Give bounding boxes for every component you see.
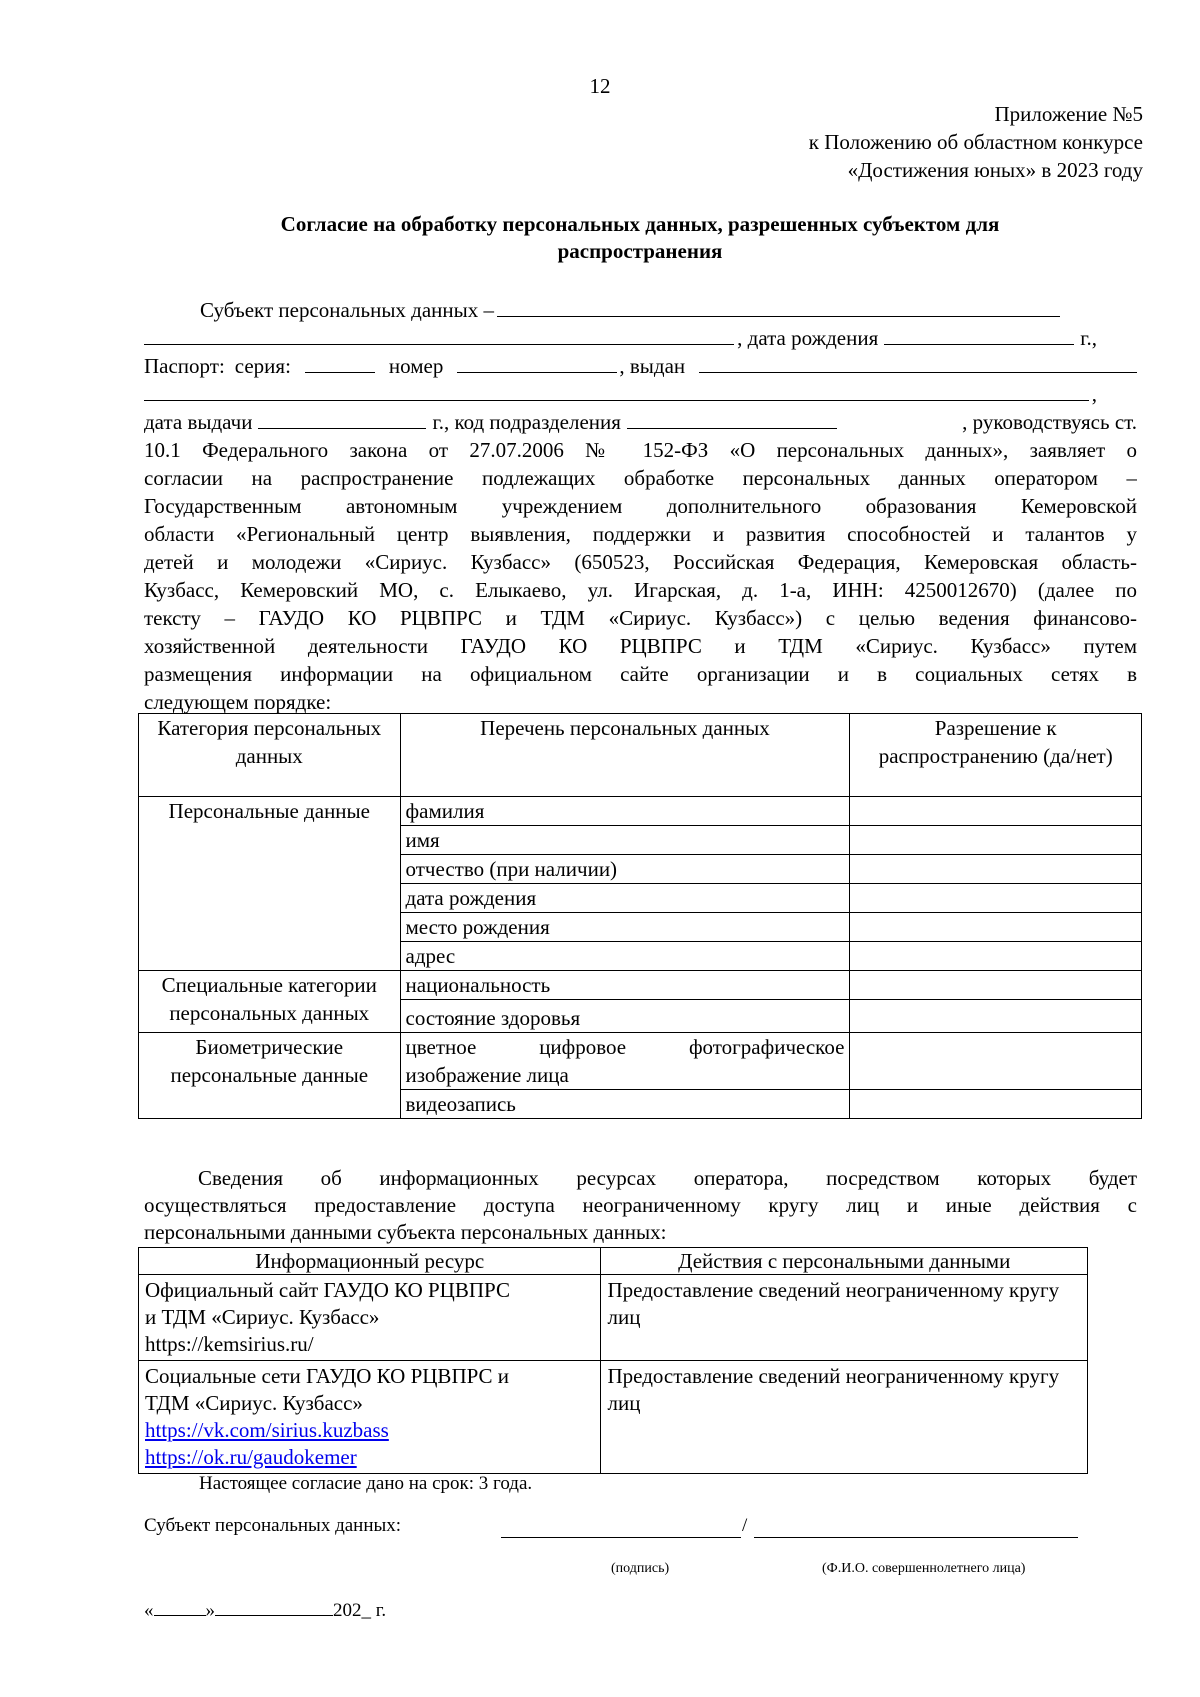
permission-cell[interactable]: [850, 884, 1142, 913]
appendix-header: [809, 100, 1143, 184]
date-open-quote: «: [144, 1600, 154, 1621]
permission-cell[interactable]: [850, 855, 1142, 884]
consent-term: Настоящее согласие дано на срок: 3 года.: [199, 1473, 533, 1494]
data-item-cell: адрес: [400, 942, 850, 971]
full-name-caption: (Ф.И.О. совершеннолетнего лица): [822, 1561, 1026, 1576]
header-resource: Информационный ресурс: [139, 1248, 601, 1275]
division-code-field[interactable]: [627, 408, 837, 429]
paragraph-line: персональными данными субъекта персональных данных:: [144, 1220, 667, 1244]
category-cell: Специальные категории персональных данных: [139, 971, 401, 1033]
data-item-cell: видеозапись: [400, 1090, 850, 1119]
data-item-cell: фамилия: [400, 797, 850, 826]
vk-link[interactable]: https://vk.com/sirius.kuzbass: [145, 1418, 389, 1442]
issued-by-line: [144, 380, 1097, 408]
permission-cell[interactable]: [850, 797, 1142, 826]
permission-cell[interactable]: [850, 826, 1142, 855]
resources-paragraph: [144, 1165, 1137, 1246]
document-title: [143, 211, 1137, 265]
category-cell: Персональные данные: [139, 797, 401, 971]
resource-line: Официальный сайт ГАУДО КО РЦВПРС: [145, 1278, 510, 1302]
number-field[interactable]: [457, 352, 617, 373]
issue-date-field[interactable]: [258, 408, 426, 429]
intro-text-line: детей и молодежи «Сириус. Кузбасс» (650523, Российская Федерация, Кемеровская область-: [144, 550, 1137, 574]
resource-cell: [139, 1275, 601, 1361]
date-line: [144, 1597, 386, 1622]
resource-url: https://kemsirius.ru/: [145, 1332, 314, 1356]
action-cell: Предоставление сведений неограниченному кругу лиц: [601, 1275, 1088, 1361]
header-actions: Действия с персональными данными: [601, 1248, 1088, 1275]
signature-caption: (подпись): [611, 1561, 670, 1576]
table-row: [139, 797, 1142, 826]
appendix-line-1: Приложение №5: [994, 102, 1143, 126]
action-cell: Предоставление сведений неограниченному кругу лиц: [601, 1361, 1088, 1474]
ok-link[interactable]: https://ok.ru/gaudokemer: [145, 1445, 357, 1469]
intro-text-line: 10.1 Федерального закона от 27.07.2006 № 152-ФЗ «О персональных данных», заявляет о: [144, 438, 1137, 462]
data-item-cell: отчество (при наличии): [400, 855, 850, 884]
header-category: Категория персональных данных: [139, 714, 401, 797]
passport-label: Паспорт:: [144, 354, 225, 378]
paragraph-line: осуществляться предоставление доступа неограниченному кругу лиц и иные действия с: [144, 1193, 1137, 1217]
table-row: [139, 1033, 1142, 1090]
month-field[interactable]: [215, 1597, 333, 1616]
date-year: 202_ г.: [333, 1600, 387, 1621]
subject-label: Субъект персональных данных –: [200, 298, 495, 322]
page-number: 12: [589, 74, 611, 98]
birth-year-suffix: г.,: [1080, 326, 1097, 350]
data-item-cell: национальность: [400, 971, 850, 1000]
data-item-cell: дата рождения: [400, 884, 850, 913]
code-label: г., код подразделения: [432, 410, 621, 434]
passport-line: [144, 352, 1137, 380]
table-row: [139, 971, 1142, 1000]
title-line-1: Согласие на обработку персональных данных, разрешенных субъектом для: [280, 212, 1000, 236]
birth-label: , дата рождения: [737, 326, 879, 350]
issued-label: , выдан: [619, 354, 686, 378]
permission-cell[interactable]: [850, 971, 1142, 1000]
issued-by-field-cont[interactable]: [144, 380, 1089, 401]
data-item-cell: цветное цифровое фотографическое изображение лица: [400, 1033, 850, 1090]
resource-cell: [139, 1361, 601, 1474]
intro-text-line: следующем порядке:: [144, 690, 332, 714]
intro-block: [144, 296, 1137, 716]
series-field[interactable]: [305, 352, 375, 373]
permission-cell[interactable]: [850, 942, 1142, 971]
guided-label: , руководствуясь ст.: [962, 410, 1137, 434]
issued-by-field[interactable]: [699, 352, 1137, 373]
permission-cell[interactable]: [850, 1033, 1142, 1090]
table-header-row: [139, 714, 1142, 797]
resource-line: ТДМ «Сириус. Кузбасс»: [145, 1391, 363, 1415]
intro-text-line: Государственным автономным учреждением дополнительного образования Кемеровской: [144, 494, 1137, 518]
signature-field[interactable]: [501, 1537, 741, 1538]
issue-date-label: дата выдачи: [144, 410, 253, 434]
subject-line: [144, 296, 1063, 324]
birth-line: [144, 324, 1097, 352]
permission-cell[interactable]: [850, 913, 1142, 942]
full-name-field[interactable]: [754, 1537, 1078, 1538]
table-row: [139, 1361, 1088, 1474]
table-header-row: [139, 1248, 1088, 1275]
intro-text-line: тексту – ГАУДО КО РЦВПРС и ТДМ «Сириус. Кузбасс») с целью ведения финансово-: [144, 606, 1137, 630]
header-permission: Разрешение к распространению (да/нет): [850, 714, 1142, 797]
signature-label: Субъект персональных данных:: [144, 1515, 402, 1536]
intro-text-line: согласии на распространение подлежащих обработке персональных данных оператором –: [144, 466, 1137, 490]
intro-text-line: области «Региональный центр выявления, поддержки и развития способностей и талантов у: [144, 522, 1137, 546]
signature-separator: /: [742, 1515, 748, 1536]
appendix-line-3: «Достижения юных» в 2023 году: [847, 158, 1143, 182]
category-cell: Биометрические персональные данные: [139, 1033, 401, 1119]
data-item-cell: место рождения: [400, 913, 850, 942]
permission-cell[interactable]: [850, 1000, 1142, 1033]
paragraph-line: Сведения об информационных ресурсах оператора, посредством которых будет: [198, 1166, 1137, 1190]
title-line-2: распространения: [557, 239, 723, 263]
issued-comma: ,: [1091, 382, 1097, 406]
appendix-line-2: к Положению об областном конкурсе: [808, 130, 1143, 154]
table-row: [139, 1275, 1088, 1361]
resources-table: [138, 1247, 1088, 1474]
day-field[interactable]: [154, 1597, 206, 1616]
data-item-cell: имя: [400, 826, 850, 855]
date-close-quote: »: [205, 1600, 215, 1621]
resource-line: и ТДМ «Сириус. Кузбасс»: [145, 1305, 380, 1329]
series-label: серия:: [234, 354, 291, 378]
intro-text-line: размещения информации на официальном сайте организации и в социальных сетях в: [144, 662, 1137, 686]
intro-text-line: хозяйственной деятельности ГАУДО КО РЦВПРС и ТДМ «Сириус. Кузбасс» путем: [144, 634, 1137, 658]
permission-cell[interactable]: [850, 1090, 1142, 1119]
intro-text-line: Кузбасс, Кемеровский МО, с. Елыкаево, ул. Игарская, д. 1-а, ИНН: 4250012670) (далее по: [144, 578, 1137, 602]
birth-date-field[interactable]: [884, 324, 1074, 345]
subject-name-field[interactable]: [497, 296, 1060, 317]
data-item-cell: состояние здоровья: [400, 1000, 850, 1033]
issue-date-line: [144, 408, 1137, 436]
header-data-list: Перечень персональных данных: [400, 714, 850, 797]
number-label: номер: [388, 354, 444, 378]
signature-block: [144, 1515, 1084, 1545]
personal-data-table: [138, 713, 1142, 1119]
resource-line: Социальные сети ГАУДО КО РЦВПРС и: [145, 1364, 510, 1388]
subject-name-field-cont[interactable]: [144, 324, 734, 345]
